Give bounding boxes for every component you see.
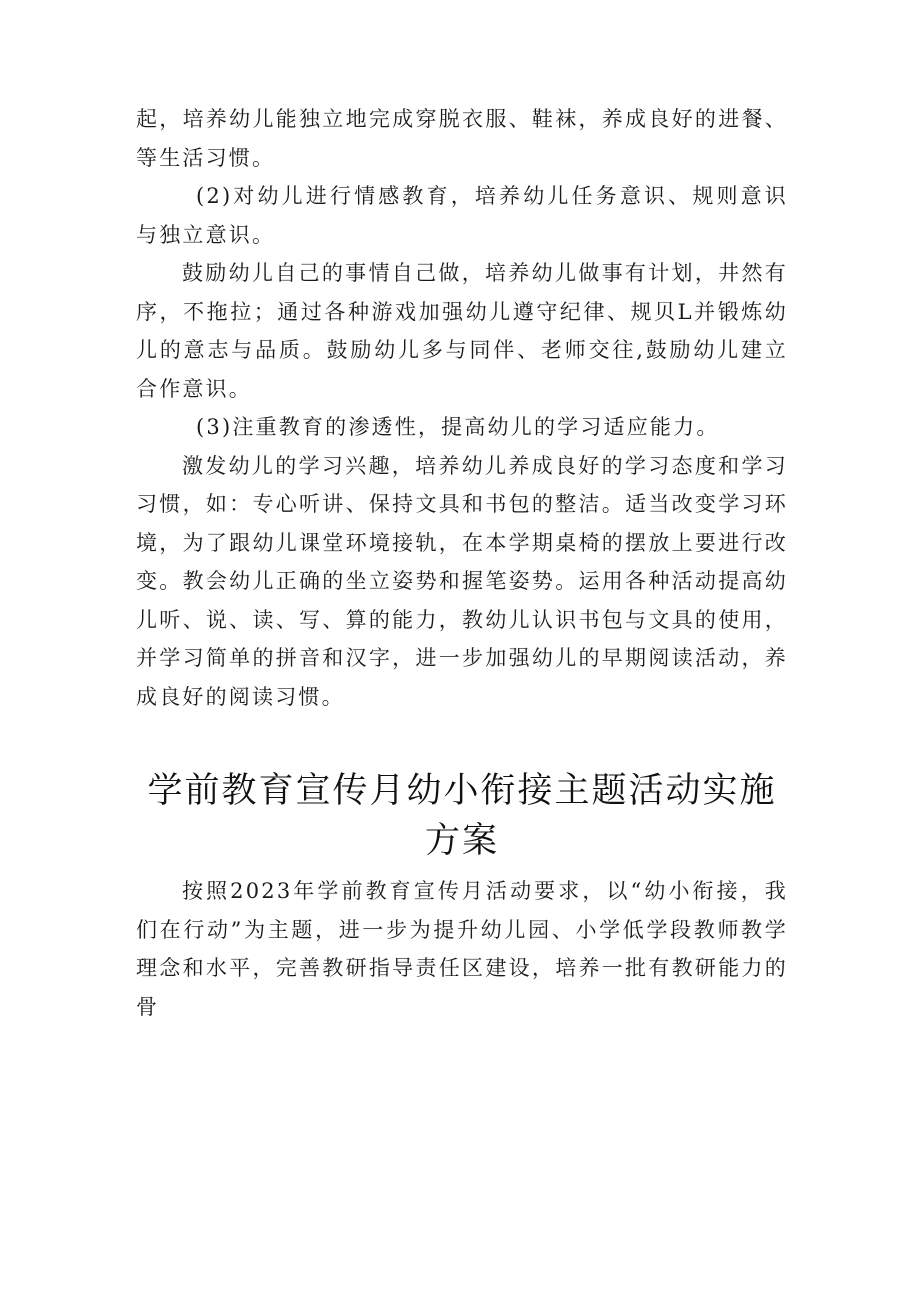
paragraph-intro: 按照2023年学前教育宣传月活动要求，以“幼小衔接，我们在行动”为主题，进一步为提升幼儿园、小学低学段教师教学理念和水平，完善教研指导责任区建设，培养一批有教研能力的骨: [136, 879, 788, 1019]
paragraph-item-2: (2)对幼儿进行情感教育，培养幼儿任务意识、规则意识与独立意识。: [136, 184, 788, 247]
paragraph-learning-interest: 激发幼儿的学习兴趣，培养幼儿养成良好的学习态度和学习习惯，如：专心听讲、保持文具和书包的整洁。适当改变学习环境，为了跟幼儿课堂环境接轨，在本学期桌椅的摆放上要进行改变。教会幼儿正确的坐立姿势和握笔姿势。运用各种活动提高幼儿听、说、读、写、算的能力，教幼儿认识书包与文具的使用，并学习简单的拼音和汉字，进一步加强幼儿的早期阅读活动，养成良好的阅读习惯。: [136, 453, 788, 709]
paragraph-encourage: 鼓励幼儿自己的事情自己做，培养幼儿做事有计划，井然有序，不拖拉；通过各种游戏加强幼儿遵守纪律、规贝L并锻炼幼儿的意志与品质。鼓励幼儿多与同伴、老师交往,鼓励幼儿建立合作意识。: [136, 261, 788, 401]
paragraph-continuation: 起，培养幼儿能独立地完成穿脱衣服、鞋袜，养成良好的进餐、等生活习惯。: [136, 107, 788, 170]
section-title: 学前教育宣传月幼小衔接主题活动实施方案: [147, 771, 777, 861]
paragraph-item-3: (3)注重教育的渗透性，提高幼儿的学习适应能力。: [196, 415, 720, 439]
document-page: [136, 100, 788, 1026]
